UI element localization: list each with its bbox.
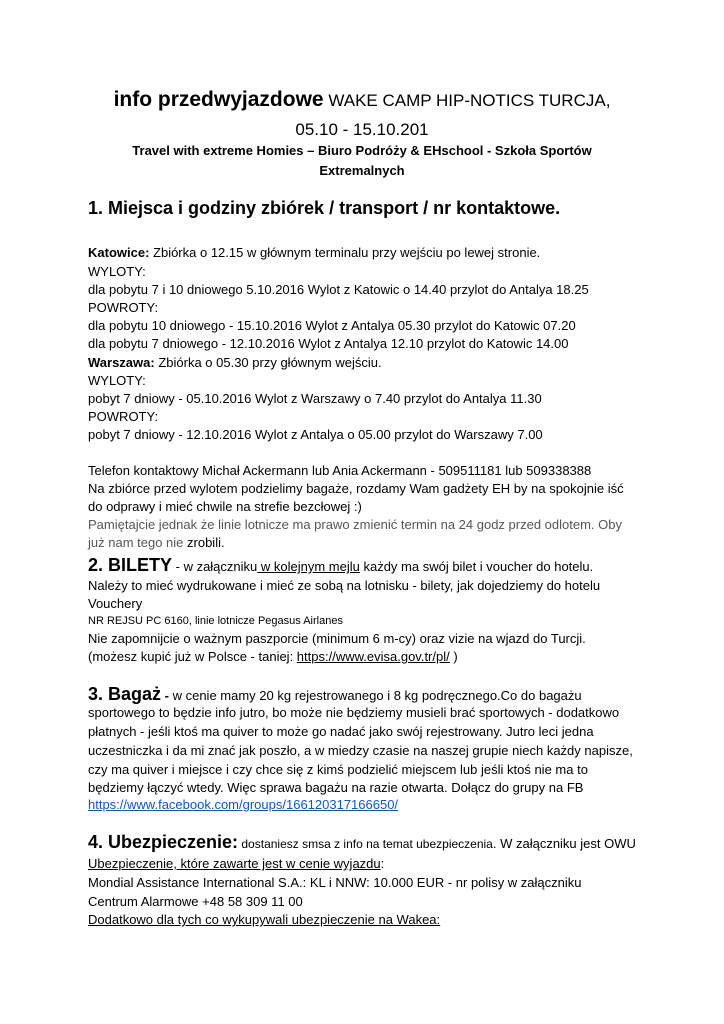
meeting-info-line2: do odprawy i mieć chwile na strefie bezcłowej :)	[88, 499, 362, 514]
facebook-group-link[interactable]: https://www.facebook.com/groups/166120317166650/	[88, 797, 399, 812]
section2-line2: Należy to mieć wydrukowane i mieć ze sobą na lotnisku - bilety, jak dojedziemy do hotelu	[88, 578, 601, 593]
katowice-return-10: dla pobytu 10 dniowego - 15.10.2016 Wylot z Antalya 05.30 przylot do Katowic 07.20	[88, 318, 576, 333]
warszawa-departure: pobyt 7 dniowy - 05.10.2016 Wylot z Warszawy o 7.40 przylot do Antalya 11.30	[88, 391, 542, 406]
warszawa-line	[88, 355, 382, 370]
section4-text-a: dostaniesz smsa z info na temat ubezpieczenia	[238, 837, 493, 851]
section3-text-4: uczestniczka i da mi znać jak poszło, a w miedzy czasie na naszej grupie niech każdy napisze,	[88, 743, 633, 758]
document-title	[0, 88, 724, 112]
section1-heading: 1. Miejsca i godziny zbiórek / transport / nr kontaktowe.	[88, 198, 561, 218]
evisa-text-a: (możesz kupić już w Polsce - taniej:	[88, 649, 297, 664]
section2-text-b: w kolejnym mejlu	[257, 559, 360, 574]
title-dates: 05.10 - 15.10.201	[295, 120, 429, 139]
subtitle-line2: Extremalnych	[319, 163, 405, 178]
evisa-line	[88, 649, 458, 664]
airline-warning-line2	[88, 535, 225, 550]
evisa-link[interactable]: https://www.evisa.gov.tr/pl/	[296, 649, 450, 664]
section3-text-3: płatnych - jeśli ktoś ma quiver to może go nadać jako swój rejestrowany. Jutro leci jedna	[88, 724, 594, 739]
section4-text-b: . W załączniku jest OWU	[492, 836, 636, 851]
katowice-return-7: dla pobytu 7 dniowego - 12.10.2016 Wylot z Antalya 12.10 przylot do Katowic 14.00	[88, 336, 569, 351]
katowice-departure: dla pobytu 7 i 10 dniowego 5.10.2016 Wylot z Katowic o 14.40 przylot do Antalya 18.25	[88, 282, 589, 297]
section3-text-1: w cenie mamy 20 kg rejestrowanego i 8 kg podręcznego.Co do bagażu	[172, 688, 582, 703]
section2-text-c: każdy ma swój bilet i voucher do hotelu.	[359, 559, 594, 574]
flight-number: NR REJSU PC 6160, linie lotnicze Pegasus Airlanes	[88, 615, 343, 627]
section3-line1	[88, 684, 582, 705]
section2-text-a: - w załączniku	[172, 559, 258, 574]
section4-line4: Centrum Alarmowe +48 58 309 11 00	[88, 894, 303, 909]
section4-line3: Mondial Assistance International S.A.: KL i NNW: 10.000 EUR - nr polisy w załączniku	[88, 875, 582, 890]
section4-line1	[88, 832, 636, 853]
passport-reminder: Nie zapomnijcie o ważnym paszporcie (minimum 6 m-cy) oraz vizie na wjazd do Turcji.	[88, 631, 586, 646]
katowice-text: Zbiórka o 12.15 w głównym terminalu przy wejściu po lewej stronie.	[149, 245, 541, 260]
section4-heading: 4. Ubezpieczenie:	[88, 832, 239, 852]
section2-line1	[88, 555, 593, 576]
section3-text-6: będziemy łączyć wtedy. Więc sprawa bagażu na razie otwarta. Dołącz do grupy na FB	[88, 780, 584, 795]
title-bold: info przedwyjazdowe	[113, 88, 324, 111]
powroty-label-2: POWROTY:	[88, 409, 159, 424]
section4-included-insurance: Ubezpieczenie, które zawarte jest w cenie wyjazdu	[88, 856, 381, 871]
powroty-label-1: POWROTY:	[88, 300, 159, 315]
section3-dash: -	[161, 688, 173, 703]
evisa-text-b: )	[449, 649, 458, 664]
section3-heading: 3. Bagaż	[88, 684, 162, 704]
section2-heading: 2. BILETY	[88, 555, 173, 575]
wyloty-label-1: WYLOTY:	[88, 264, 146, 279]
section4-included-tail: :	[380, 856, 385, 871]
katowice-label: Katowice:	[88, 245, 150, 260]
section3-text-5: czy ma quiver i miejsce i czy chce się z kimś podzielić miejscem lub jeśli ktoś nie ma to	[88, 762, 588, 777]
warszawa-text: Zbiórka o 05.30 przy głównym wejściu.	[154, 355, 382, 370]
meeting-info-line1: Na zbiórce przed wylotem podzielimy bagaże, rozdamy Wam gadżety EH by na spokojnie iść	[88, 481, 624, 496]
subtitle-line1: Travel with extreme Homies – Biuro Podróży & EHschool - Szkoła Sportów	[132, 143, 592, 158]
warszawa-return: pobyt 7 dniowy - 12.10.2016 Wylot z Antalya o 05.00 przylot do Warszawy 7.00	[88, 427, 543, 442]
section3-text-2: sportowego to będzie info jutro, bo może nie będziemy musieli brać sportowych - dodatkowo	[88, 705, 620, 720]
section2-line3: Vouchery	[88, 596, 143, 611]
airline-warning-line1: Pamiętajcie jednak że linie lotnicze ma prawo zmienić termin na 24 godz przed odlotem. Oby	[88, 517, 622, 532]
wyloty-label-2: WYLOTY:	[88, 373, 146, 388]
section4-line2	[88, 856, 384, 871]
katowice-line	[88, 245, 540, 260]
contact-phone: Telefon kontaktowy Michał Ackermann lub Ania Ackermann - 509511181 lub 509338388	[88, 463, 592, 478]
title-rest: WAKE CAMP HIP-NOTICS TURCJA,	[323, 91, 611, 110]
airline-warning-end: zrobili.	[187, 535, 225, 550]
section4-line5: Dodatkowo dla tych co wykupywali ubezpieczenie na Wakea:	[88, 912, 441, 927]
airline-warning-text: już nam tego nie	[88, 535, 188, 550]
warszawa-label: Warszawa:	[88, 355, 155, 370]
